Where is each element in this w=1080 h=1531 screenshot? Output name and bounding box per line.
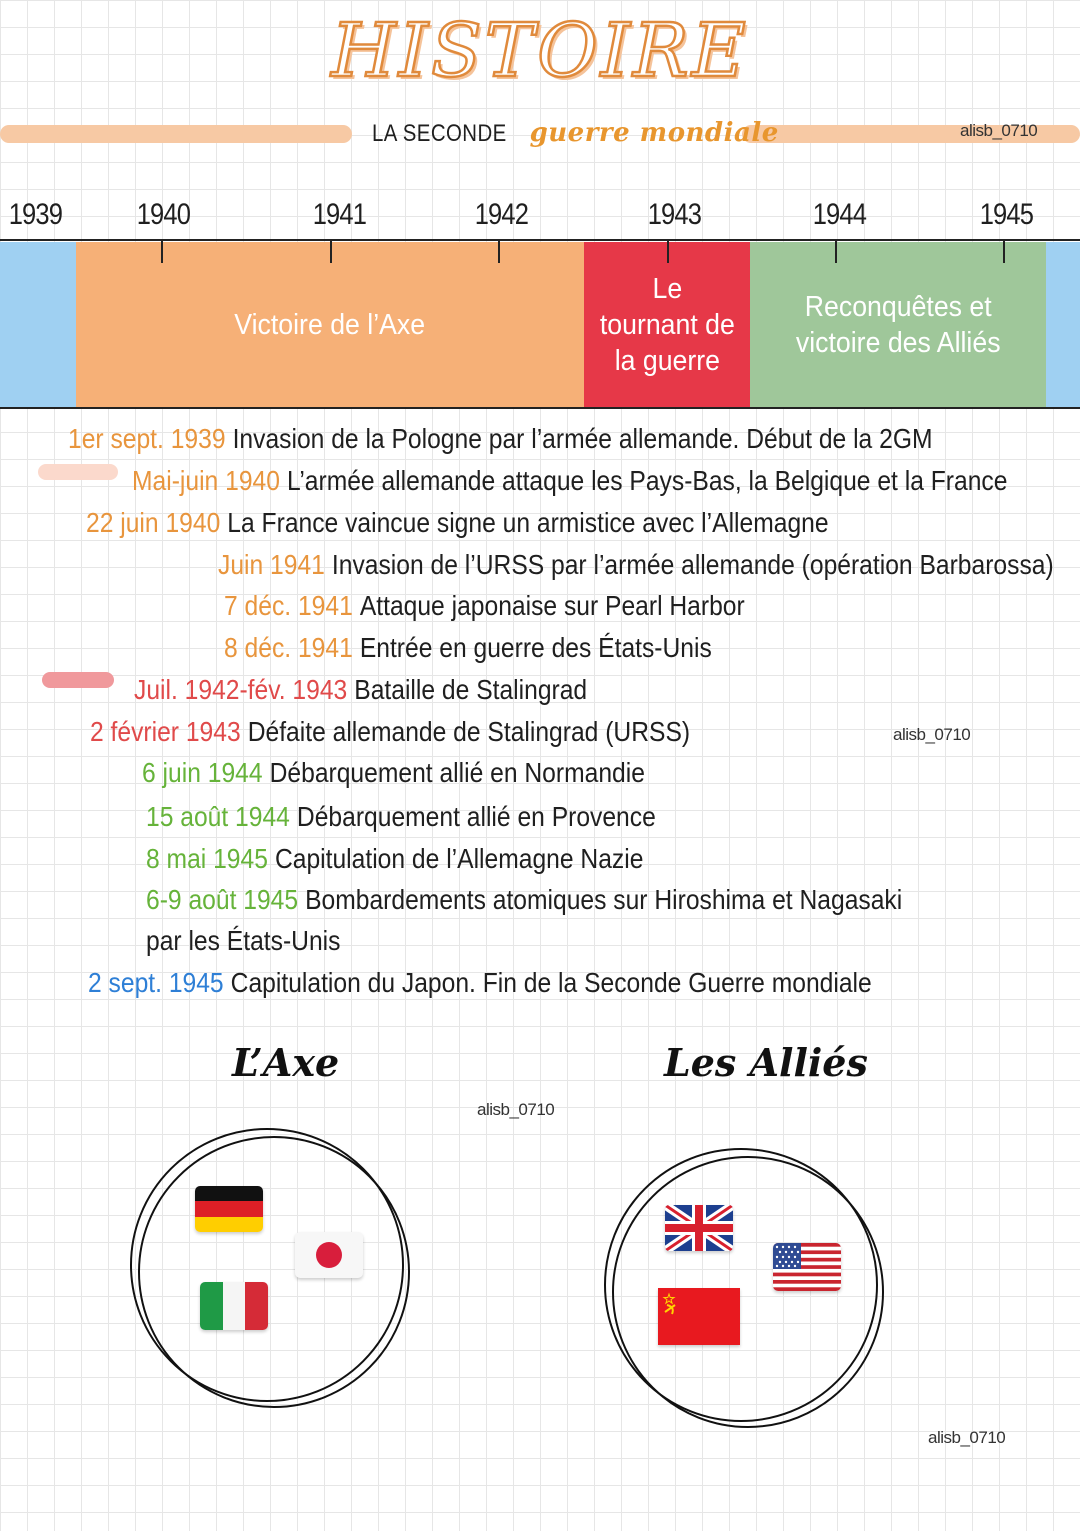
event-date: 6-9 août 1945 — [146, 884, 299, 915]
event-date: Mai-juin 1940 — [132, 465, 280, 496]
event-date: 1er sept. 1939 — [68, 423, 226, 454]
year-label: 1940 — [136, 198, 191, 231]
year-tick — [498, 241, 500, 263]
event-item — [90, 715, 690, 749]
event-text: Invasion de la Pologne par l’armée allemande. Début de la 2GM — [232, 423, 933, 454]
event-text: Entrée en guerre des États-Unis — [359, 632, 712, 663]
italy-flag-icon — [200, 1282, 268, 1330]
event-text: Bataille de Stalingrad — [354, 674, 588, 705]
event-text: La France vaincue signe un armistice avec l’Allemagne — [227, 507, 829, 538]
event-text: Invasion de l’URSS par l’armée allemande (opération Barbarossa) — [331, 549, 1054, 580]
event-text: Débarquement allié en Provence — [296, 801, 656, 832]
author-handle: alisb_0710 — [893, 725, 971, 744]
event-text: Débarquement allié en Normandie — [269, 757, 645, 788]
allies-title: Les Alliés — [664, 1040, 868, 1085]
year-label: 1945 — [979, 198, 1034, 231]
period-axis-victory — [76, 242, 584, 408]
event-item — [68, 422, 933, 456]
page-subtitle — [372, 118, 779, 148]
year-tick — [330, 241, 332, 263]
period-label: Victoire de l’Axe — [234, 308, 426, 341]
germany-flag-icon — [195, 1186, 263, 1232]
event-item — [146, 883, 902, 917]
year-label: 1941 — [312, 198, 367, 231]
event-continuation: par les États-Unis — [146, 925, 341, 956]
event-item — [218, 548, 1054, 582]
usa-flag-icon — [773, 1243, 841, 1291]
event-date: 7 déc. 1941 — [224, 590, 353, 621]
event-date: 15 août 1944 — [146, 801, 290, 832]
event-date: 8 mai 1945 — [146, 843, 268, 874]
event-text: Attaque japonaise sur Pearl Harbor — [359, 590, 745, 621]
period-label: Le tournant de la guerre — [599, 272, 735, 378]
event-item — [86, 506, 829, 540]
year-label: 1943 — [647, 198, 702, 231]
year-tick — [835, 241, 837, 263]
year-label: 1942 — [474, 198, 529, 231]
axis-circle-outline — [138, 1136, 410, 1408]
author-handle: alisb_0710 — [960, 121, 1038, 140]
event-item — [132, 464, 1007, 498]
page-title: HISTOIRE — [331, 8, 749, 94]
title-underline-left — [0, 125, 352, 143]
event-item — [88, 966, 872, 1000]
timeline-bottom-line — [0, 407, 1080, 409]
event-date: Juin 1941 — [218, 549, 325, 580]
subtitle-fancy: guerre mondiale — [529, 118, 779, 148]
event-item — [146, 800, 656, 834]
author-handle: alisb_0710 — [928, 1428, 1006, 1447]
year-tick — [161, 241, 163, 263]
period-turning-point — [584, 242, 750, 408]
uk-flag-icon — [665, 1205, 733, 1251]
period-1939 — [0, 242, 76, 408]
ussr-flag-icon — [658, 1288, 740, 1345]
event-text: L’armée allemande attaque les Pays-Bas, la Belgique et la France — [286, 465, 1008, 496]
author-handle: alisb_0710 — [477, 1100, 555, 1119]
event-text: Capitulation du Japon. Fin de la Seconde Guerre mondiale — [230, 967, 872, 998]
event-item — [146, 842, 643, 876]
period-label: Reconquêtes et victoire des Alliés — [795, 290, 1001, 359]
highlight-mark — [42, 672, 114, 688]
event-text: Capitulation de l’Allemagne Nazie — [274, 843, 644, 874]
allies-circle-outline — [612, 1156, 884, 1428]
year-label: 1939 — [8, 198, 63, 231]
event-item — [142, 756, 645, 790]
event-text: Bombardements atomiques sur Hiroshima et Nagasaki — [305, 884, 903, 915]
period-allied-reconquest — [750, 242, 1046, 408]
axis-title: L’Axe — [232, 1040, 340, 1085]
event-text: Défaite allemande de Stalingrad (URSS) — [247, 716, 691, 747]
year-tick — [1003, 241, 1005, 263]
subtitle-plain: LA SECONDE — [372, 120, 507, 147]
event-date: 2 sept. 1945 — [88, 967, 224, 998]
event-date: 6 juin 1944 — [142, 757, 263, 788]
japan-flag-icon — [295, 1232, 363, 1278]
event-date: 8 déc. 1941 — [224, 632, 353, 663]
year-label: 1944 — [812, 198, 867, 231]
event-item — [134, 673, 587, 707]
event-date: Juil. 1942-fév. 1943 — [134, 674, 348, 705]
event-date: 2 février 1943 — [90, 716, 241, 747]
year-tick — [667, 241, 669, 263]
event-item — [224, 631, 712, 665]
period-1945-end — [1046, 242, 1080, 408]
event-item — [224, 589, 745, 623]
event-date: 22 juin 1940 — [86, 507, 221, 538]
highlight-mark — [38, 464, 118, 480]
